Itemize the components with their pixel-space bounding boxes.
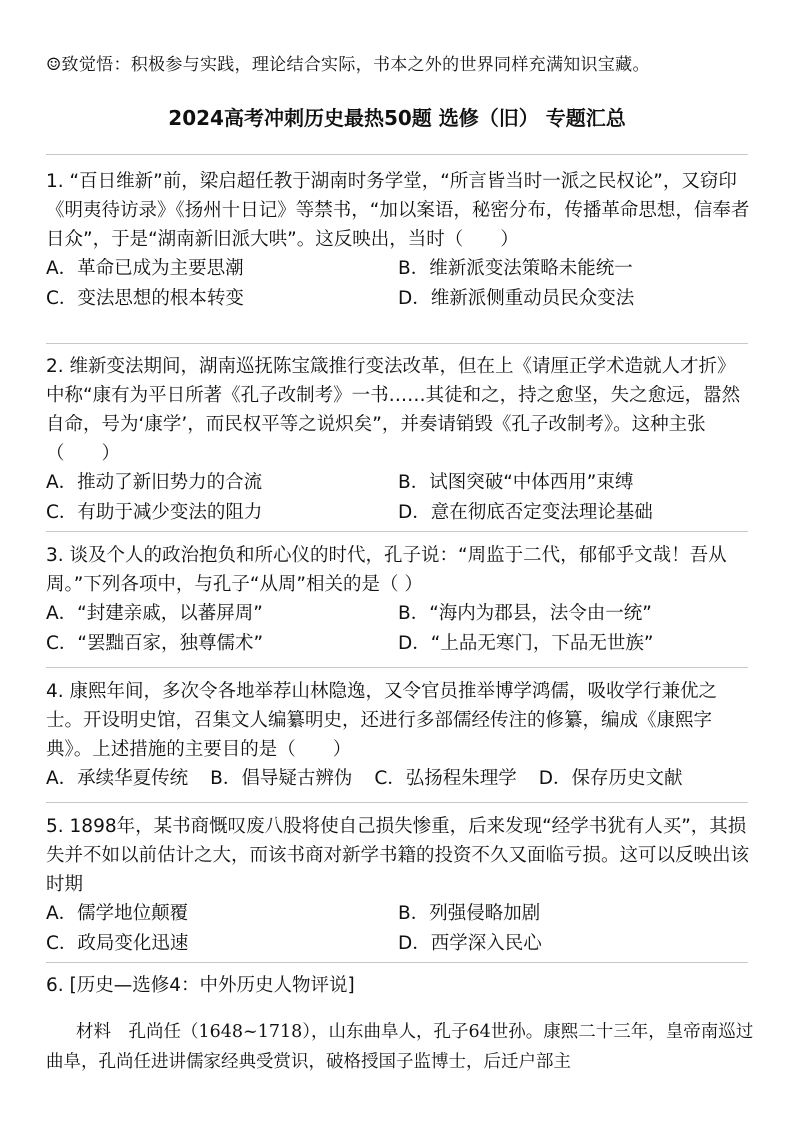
option-a[interactable]: A．“封建亲戚，以蕃屏周” — [46, 603, 263, 624]
option-c[interactable]: C．“罢黜百家，独尊儒术” — [46, 633, 264, 654]
option-d[interactable]: D．维新派侧重动员民众变法 — [398, 288, 635, 309]
option-a[interactable]: A．承续华夏传统 — [46, 768, 189, 789]
divider — [46, 667, 748, 668]
material-paragraph: 材料 孔尚任（1648~1718），山东曲阜人，孔子64世孙。康熙二十三年，皇帝南巡过曲阜，孔尚任进讲儒家经典受赏识，破格授国子监博士，后迁户部主 — [46, 1022, 754, 1072]
question-stem: 1. “百日维新”前，梁启超任教于湖南时务学堂，“所言皆当时一派之民权论”，又窃印《明夷待访录》《扬州十日记》等禁书，“加以案语，秘密分布，传播革命思想，信奉者日众”，于是“湖南新旧派大哄”。这反映出，当时（ ） — [46, 171, 750, 250]
option-c[interactable]: C．政局变化迅速 — [46, 933, 189, 954]
question-4 — [46, 677, 752, 794]
option-c[interactable]: C．变法思想的根本转变 — [46, 288, 244, 309]
option-b[interactable]: B．“海内为郡县，法令由一统” — [398, 603, 652, 624]
option-a[interactable]: A．革命已成为主要思潮 — [46, 258, 244, 279]
option-b[interactable]: B．列强侵略加剧 — [398, 903, 541, 924]
divider — [46, 531, 748, 532]
options-grid — [46, 599, 752, 659]
option-a[interactable]: A．儒学地位颠覆 — [46, 903, 189, 924]
option-d[interactable]: D．意在彻底否定变法理论基础 — [398, 502, 653, 523]
option-d[interactable]: D．“上品无寒门，下品无世族” — [398, 633, 654, 654]
motto-line: ☺致觉悟：积极参与实践，理论结合实际，书本之外的世界同样充满知识宝藏。 — [46, 55, 650, 75]
options-grid — [46, 254, 752, 314]
question-stem: 4. 康熙年间，多次令各地举荐山林隐逸，又令官员推举博学鸿儒，吸收学行兼优之士。开设明史馆，召集文人编纂明史，还进行多部儒经传注的修纂，编成《康熙字典》。上述措施的主要目的是（ ） — [46, 681, 718, 760]
question-stem: 6. [历史—选修4：中外历史人物评说] — [46, 975, 355, 996]
question-stem: 3. 谈及个人的政治抱负和所心仪的时代，孔子说：“周监于二代，郁郁乎文哉！吾从周。”下列各项中，与孔子“从周”相关的是（ ） — [46, 545, 727, 595]
divider — [46, 802, 748, 803]
divider — [46, 343, 748, 344]
option-c[interactable]: C．弘扬程朱理学 — [374, 768, 517, 789]
option-d[interactable]: D．保存历史文献 — [538, 768, 683, 789]
option-b[interactable]: B．维新派变法策略未能统一 — [398, 258, 633, 279]
question-6 — [46, 971, 752, 1000]
options-grid — [46, 899, 752, 959]
question-3 — [46, 541, 752, 659]
page-title: 2024高考冲刺历史最热50题 选修（旧） 专题汇总 — [168, 106, 626, 130]
question-stem: 2. 维新变法期间，湖南巡抚陈宝箴推行变法改革，但在上《请厘正学术造就人才折》中称“康有为平日所著《孔子改制考》一书……其徒和之，持之愈坚，失之愈远，嚣然自命，号为‘康学’，而民权平等之说炽矣”，并奏请销毁《孔子改制考》。这种主张（ ） — [46, 356, 741, 464]
option-b[interactable]: B．倡导疑古辨伪 — [210, 768, 353, 789]
question-2 — [46, 352, 752, 528]
option-b[interactable]: B．试图突破“中体西用”束缚 — [398, 472, 634, 493]
option-a[interactable]: A．推动了新旧势力的合流 — [46, 472, 263, 493]
question-5 — [46, 812, 752, 959]
option-c[interactable]: C．有助于减少变法的阻力 — [46, 502, 263, 523]
question-stem: 5. 1898年，某书商慨叹废八股将使自己损失惨重，后来发现“经学书犹有人买”，其损失并不如以前估计之大，而该书商对新学书籍的投资不久又面临亏损。这可以反映出该时期 — [46, 816, 750, 895]
option-d[interactable]: D．西学深入民心 — [398, 933, 542, 954]
question-1 — [46, 167, 752, 314]
options-grid — [46, 468, 752, 528]
options-row — [46, 764, 752, 794]
divider — [46, 154, 748, 155]
divider — [46, 962, 748, 963]
